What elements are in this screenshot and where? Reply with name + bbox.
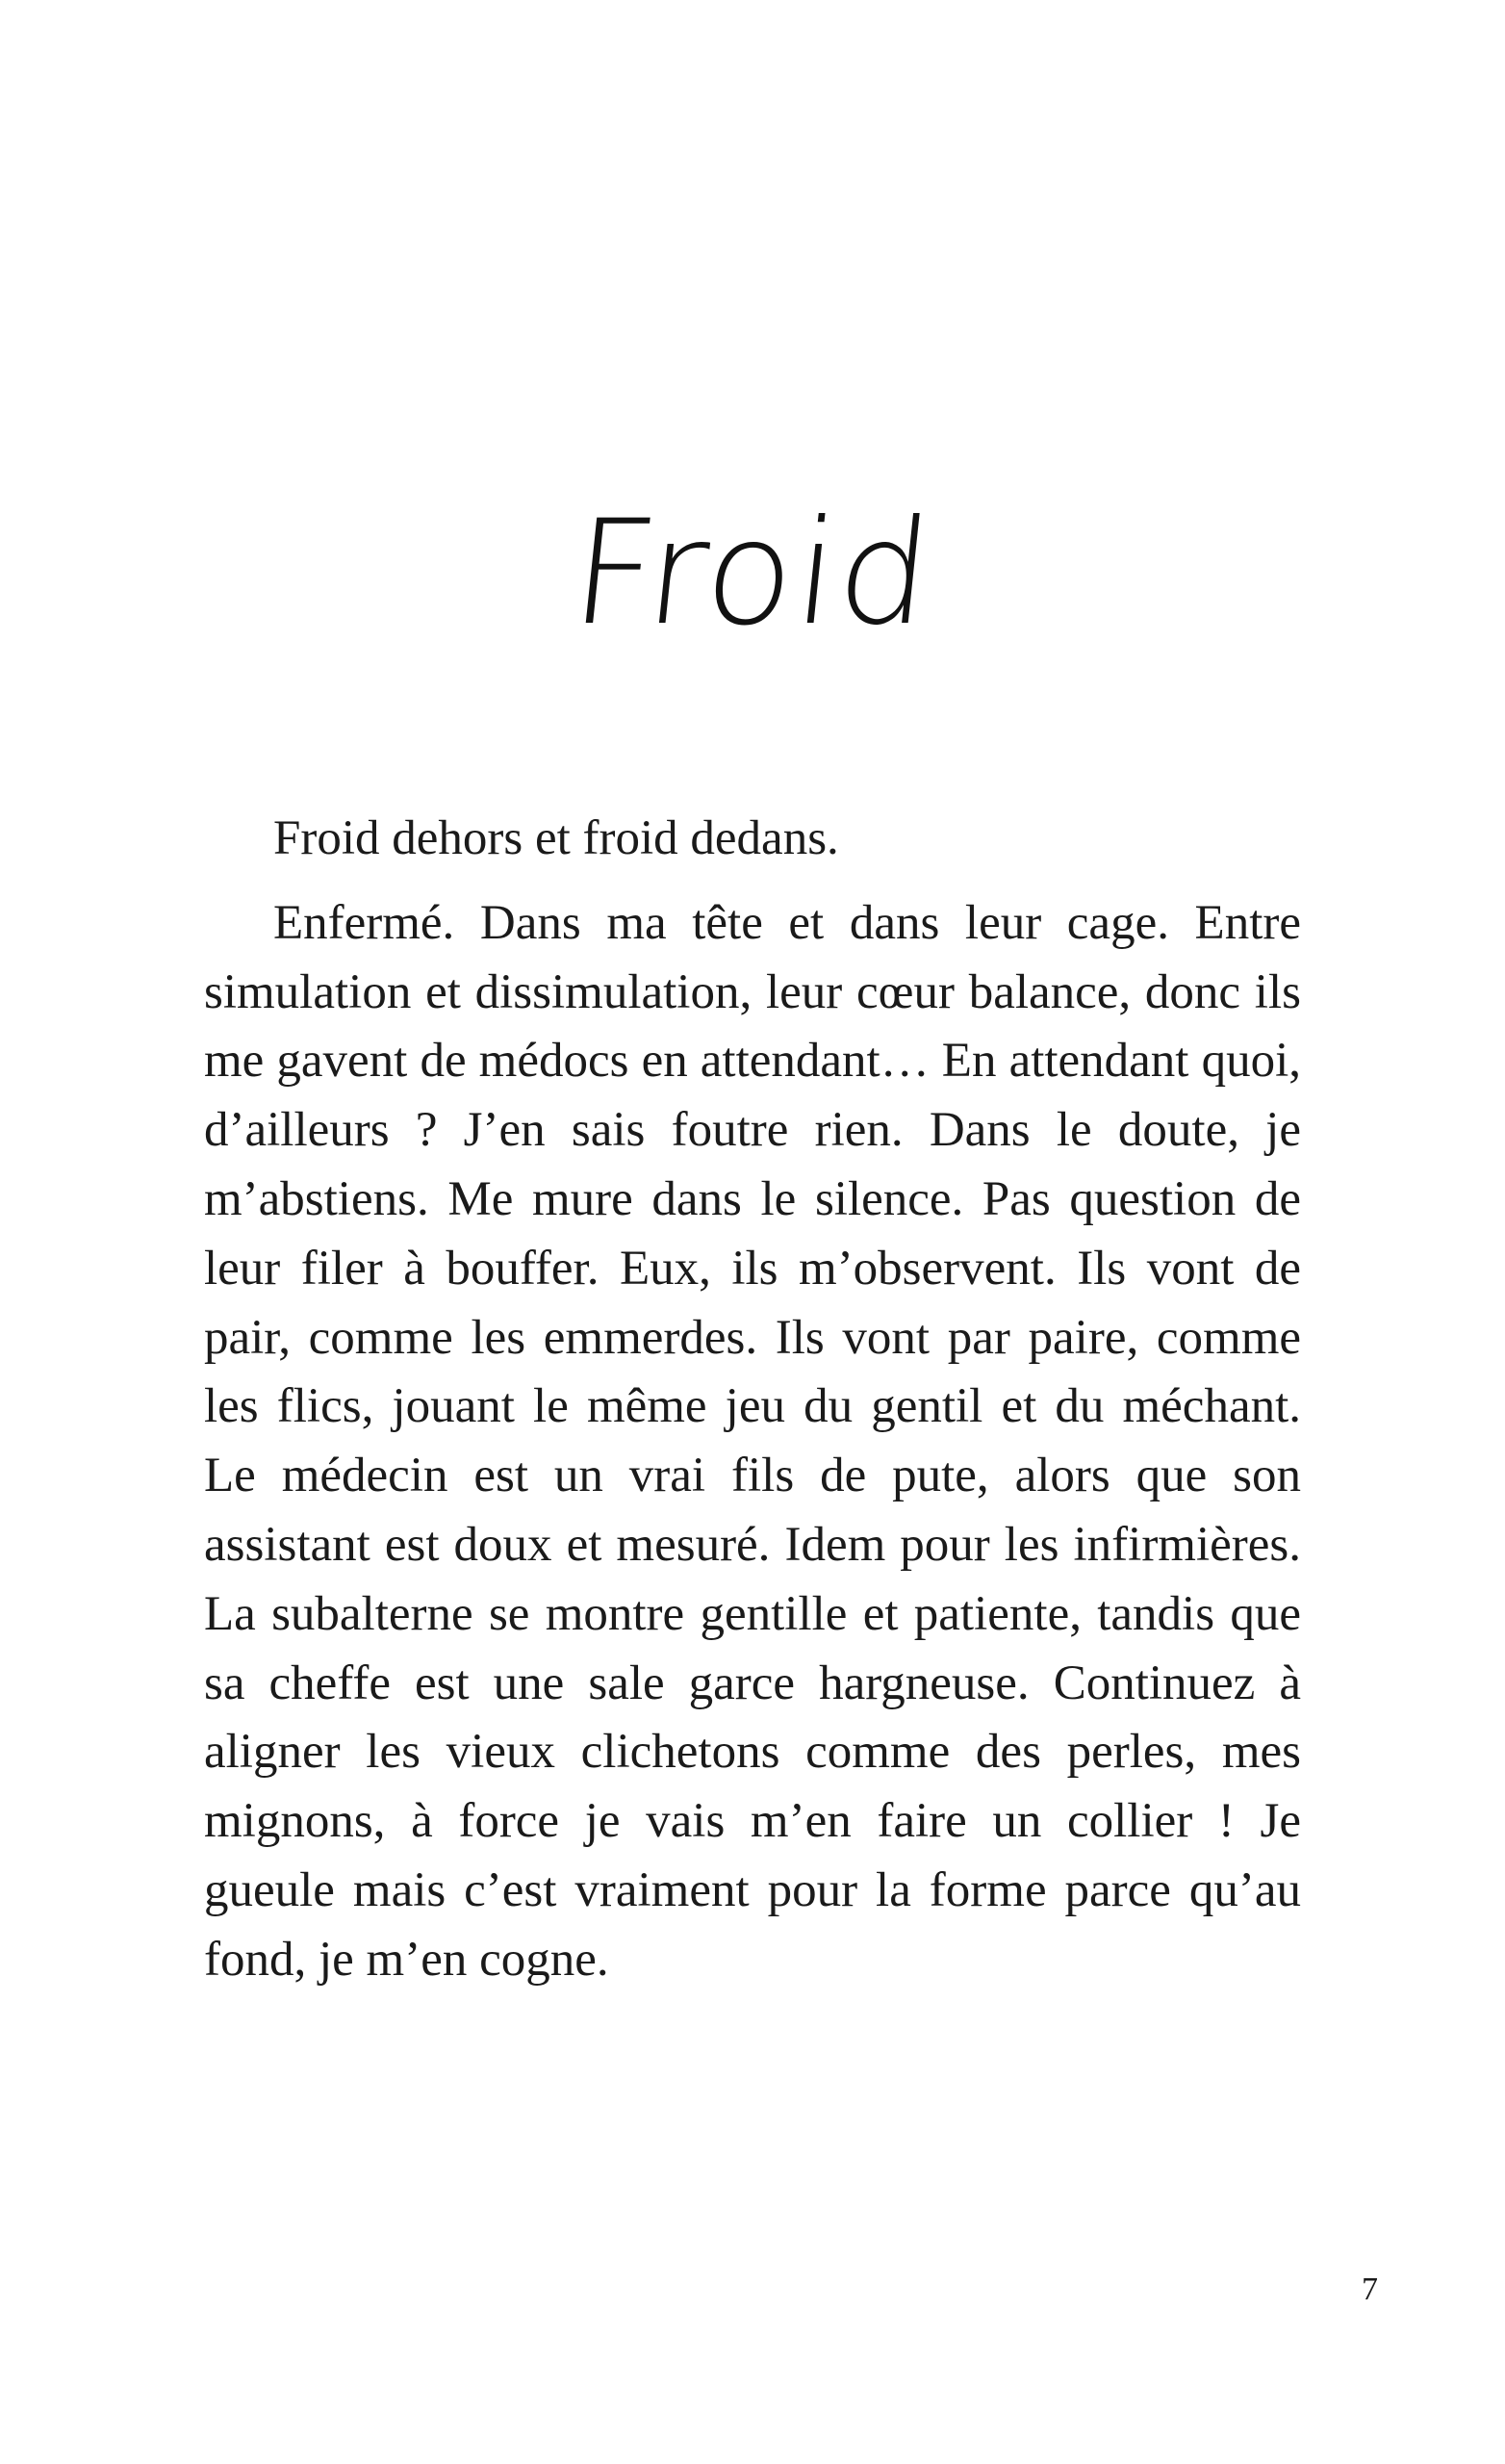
page-number: 7 xyxy=(1362,2272,1378,2307)
chapter-title: Froid xyxy=(564,489,941,657)
paragraph-1: Froid dehors et froid dedans. xyxy=(273,811,839,865)
chapter-body xyxy=(204,805,1301,1995)
paragraph-2: Enfermé. Dans ma tête et dans leur cage. Entre simulation et dissimulation, leur cœur balance, donc ils me gavent de médocs en attendant… En attendant quoi, d’ailleurs ? J’en sais foutre rien. Dans le doute, je m’abstiens. Me mure dans le silence. Pas question de leur filer à bouffer. Eux, ils m’observent. Ils vont de pair, comme les emmerdes. Ils vont par paire, comme les flics, jouant le même jeu du gentil et du méchant. Le médecin est un vrai fils de pute, alors que son assistant est doux et mesuré. Idem pour les infirmières. La subalterne se montre gentille et patiente, tandis que sa cheffe est une sale garce hargneuse. Continuez à aligner les vieux clichetons comme des perles, mes mignons, à force je vais m’en faire un collier ! Je gueule mais c’est vraiment pour la forme parce qu’au fond, je m’en cogne. xyxy=(204,895,1301,1987)
